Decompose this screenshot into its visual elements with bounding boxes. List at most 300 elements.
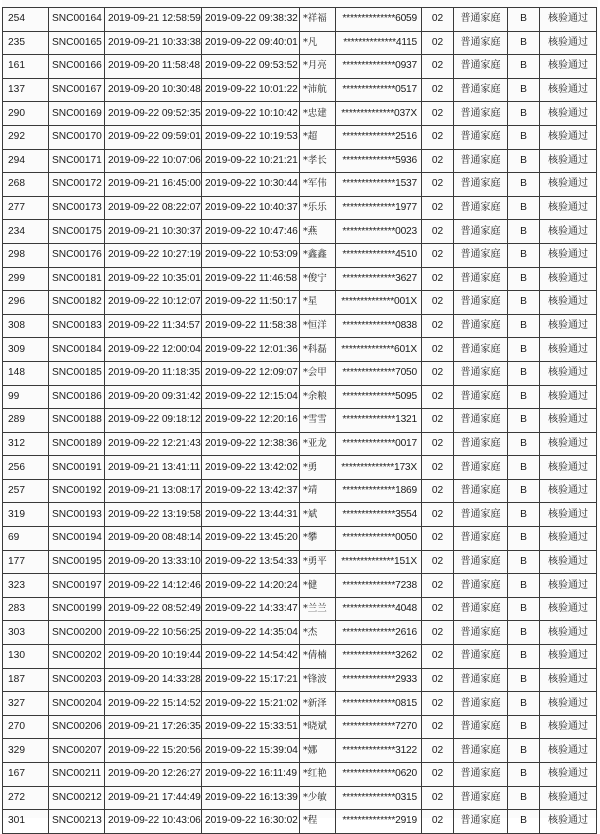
table-row bbox=[3, 645, 597, 669]
cell-submit-time: 2019-09-22 12:21:43 bbox=[105, 432, 202, 456]
cell-review-time: 2019-09-22 10:40:37 bbox=[202, 196, 300, 220]
cell-submit-time: 2019-09-22 14:12:46 bbox=[105, 574, 202, 598]
cell-code: 02 bbox=[422, 314, 454, 338]
cell-id-number: **************3262 bbox=[336, 645, 422, 669]
cell-seq-no: 296 bbox=[3, 291, 49, 315]
cell-household-type: 普通家庭 bbox=[454, 597, 508, 621]
cell-seq-no: 309 bbox=[3, 338, 49, 362]
cell-level: B bbox=[508, 692, 540, 716]
cell-name: *会甲 bbox=[300, 361, 336, 385]
table-row bbox=[3, 668, 597, 692]
table-row bbox=[3, 196, 597, 220]
cell-status: 核验通过 bbox=[540, 645, 597, 669]
table-row bbox=[3, 810, 597, 834]
cell-submit-time: 2019-09-22 10:07:06 bbox=[105, 149, 202, 173]
cell-code: 02 bbox=[422, 8, 454, 32]
cell-snc-code: SNC00170 bbox=[49, 125, 105, 149]
cell-id-number: **************2919 bbox=[336, 810, 422, 834]
cell-code: 02 bbox=[422, 668, 454, 692]
cell-review-time: 2019-09-22 16:13:39 bbox=[202, 786, 300, 810]
cell-review-time: 2019-09-22 16:30:02 bbox=[202, 810, 300, 834]
cell-id-number: **************2933 bbox=[336, 668, 422, 692]
cell-household-type: 普通家庭 bbox=[454, 503, 508, 527]
cell-code: 02 bbox=[422, 550, 454, 574]
cell-code: 02 bbox=[422, 267, 454, 291]
cell-level: B bbox=[508, 243, 540, 267]
cell-snc-code: SNC00199 bbox=[49, 597, 105, 621]
cell-household-type: 普通家庭 bbox=[454, 645, 508, 669]
table-row bbox=[3, 503, 597, 527]
cell-review-time: 2019-09-22 10:47:46 bbox=[202, 220, 300, 244]
cell-submit-time: 2019-09-22 12:00:04 bbox=[105, 338, 202, 362]
cell-submit-time: 2019-09-20 10:19:44 bbox=[105, 645, 202, 669]
cell-status: 核验通过 bbox=[540, 314, 597, 338]
table-row bbox=[3, 527, 597, 551]
cell-snc-code: SNC00213 bbox=[49, 810, 105, 834]
cell-review-time: 2019-09-22 13:42:02 bbox=[202, 456, 300, 480]
cell-seq-no: 272 bbox=[3, 786, 49, 810]
cell-snc-code: SNC00176 bbox=[49, 243, 105, 267]
cell-review-time: 2019-09-22 14:20:24 bbox=[202, 574, 300, 598]
cell-status: 核验通过 bbox=[540, 715, 597, 739]
cell-id-number: **************1321 bbox=[336, 409, 422, 433]
cell-submit-time: 2019-09-22 10:27:19 bbox=[105, 243, 202, 267]
cell-seq-no: 323 bbox=[3, 574, 49, 598]
cell-id-number: **************0050 bbox=[336, 527, 422, 551]
cell-id-number: **************1537 bbox=[336, 173, 422, 197]
cell-review-time: 2019-09-22 09:38:32 bbox=[202, 8, 300, 32]
cell-snc-code: SNC00207 bbox=[49, 739, 105, 763]
cell-submit-time: 2019-09-21 16:45:00 bbox=[105, 173, 202, 197]
cell-snc-code: SNC00173 bbox=[49, 196, 105, 220]
cell-household-type: 普通家庭 bbox=[454, 763, 508, 787]
cell-name: *斌 bbox=[300, 503, 336, 527]
cell-seq-no: 177 bbox=[3, 550, 49, 574]
cell-name: *科磊 bbox=[300, 338, 336, 362]
cell-status: 核验通过 bbox=[540, 574, 597, 598]
cell-household-type: 普通家庭 bbox=[454, 739, 508, 763]
cell-code: 02 bbox=[422, 409, 454, 433]
cell-name: *靖 bbox=[300, 479, 336, 503]
cell-name: *勇平 bbox=[300, 550, 336, 574]
cell-review-time: 2019-09-22 11:50:17 bbox=[202, 291, 300, 315]
cell-snc-code: SNC00184 bbox=[49, 338, 105, 362]
cell-snc-code: SNC00172 bbox=[49, 173, 105, 197]
cell-review-time: 2019-09-22 15:17:21 bbox=[202, 668, 300, 692]
cell-level: B bbox=[508, 503, 540, 527]
cell-household-type: 普通家庭 bbox=[454, 8, 508, 32]
cell-level: B bbox=[508, 291, 540, 315]
cell-household-type: 普通家庭 bbox=[454, 550, 508, 574]
cell-level: B bbox=[508, 763, 540, 787]
cell-level: B bbox=[508, 597, 540, 621]
cell-household-type: 普通家庭 bbox=[454, 125, 508, 149]
table-row bbox=[3, 786, 597, 810]
cell-code: 02 bbox=[422, 173, 454, 197]
cell-snc-code: SNC00166 bbox=[49, 55, 105, 79]
cell-name: *程 bbox=[300, 810, 336, 834]
cell-name: *月亮 bbox=[300, 55, 336, 79]
cell-code: 02 bbox=[422, 739, 454, 763]
cell-household-type: 普通家庭 bbox=[454, 196, 508, 220]
cell-review-time: 2019-09-22 10:10:42 bbox=[202, 102, 300, 126]
cell-id-number: **************5095 bbox=[336, 385, 422, 409]
cell-name: *杰 bbox=[300, 621, 336, 645]
cell-id-number: **************601X bbox=[336, 338, 422, 362]
table-row bbox=[3, 125, 597, 149]
table-row bbox=[3, 149, 597, 173]
cell-id-number: **************0620 bbox=[336, 763, 422, 787]
cell-code: 02 bbox=[422, 220, 454, 244]
cell-household-type: 普通家庭 bbox=[454, 338, 508, 362]
cell-submit-time: 2019-09-22 08:52:49 bbox=[105, 597, 202, 621]
table-row bbox=[3, 550, 597, 574]
cell-seq-no: 319 bbox=[3, 503, 49, 527]
table-row bbox=[3, 715, 597, 739]
cell-seq-no: 161 bbox=[3, 55, 49, 79]
table-row bbox=[3, 78, 597, 102]
cell-review-time: 2019-09-22 12:15:04 bbox=[202, 385, 300, 409]
cell-snc-code: SNC00175 bbox=[49, 220, 105, 244]
cell-review-time: 2019-09-22 12:38:36 bbox=[202, 432, 300, 456]
cell-submit-time: 2019-09-21 13:41:11 bbox=[105, 456, 202, 480]
table-row bbox=[3, 31, 597, 55]
cell-snc-code: SNC00185 bbox=[49, 361, 105, 385]
cell-seq-no: 270 bbox=[3, 715, 49, 739]
cell-seq-no: 130 bbox=[3, 645, 49, 669]
cell-status: 核验通过 bbox=[540, 432, 597, 456]
cell-seq-no: 327 bbox=[3, 692, 49, 716]
cell-snc-code: SNC00182 bbox=[49, 291, 105, 315]
cell-level: B bbox=[508, 8, 540, 32]
cell-household-type: 普通家庭 bbox=[454, 479, 508, 503]
cell-name: *星 bbox=[300, 291, 336, 315]
cell-level: B bbox=[508, 739, 540, 763]
cell-status: 核验通过 bbox=[540, 196, 597, 220]
cell-code: 02 bbox=[422, 645, 454, 669]
cell-submit-time: 2019-09-21 10:33:38 bbox=[105, 31, 202, 55]
cell-seq-no: 99 bbox=[3, 385, 49, 409]
cell-level: B bbox=[508, 55, 540, 79]
cell-id-number: **************037X bbox=[336, 102, 422, 126]
cell-review-time: 2019-09-22 15:21:02 bbox=[202, 692, 300, 716]
cell-review-time: 2019-09-22 13:45:20 bbox=[202, 527, 300, 551]
cell-status: 核验通过 bbox=[540, 503, 597, 527]
cell-id-number: **************0937 bbox=[336, 55, 422, 79]
cell-level: B bbox=[508, 550, 540, 574]
cell-submit-time: 2019-09-20 09:31:42 bbox=[105, 385, 202, 409]
document-page bbox=[2, 0, 598, 827]
cell-name: *雪雪 bbox=[300, 409, 336, 433]
table-row bbox=[3, 55, 597, 79]
cell-id-number: **************1869 bbox=[336, 479, 422, 503]
cell-seq-no: 235 bbox=[3, 31, 49, 55]
cell-review-time: 2019-09-22 11:46:58 bbox=[202, 267, 300, 291]
cell-level: B bbox=[508, 621, 540, 645]
cell-household-type: 普通家庭 bbox=[454, 786, 508, 810]
cell-household-type: 普通家庭 bbox=[454, 692, 508, 716]
cell-submit-time: 2019-09-22 10:56:25 bbox=[105, 621, 202, 645]
cell-status: 核验通过 bbox=[540, 597, 597, 621]
cell-code: 02 bbox=[422, 338, 454, 362]
cell-name: *恒洋 bbox=[300, 314, 336, 338]
cell-submit-time: 2019-09-22 09:52:35 bbox=[105, 102, 202, 126]
cell-level: B bbox=[508, 786, 540, 810]
cell-status: 核验通过 bbox=[540, 810, 597, 834]
cell-household-type: 普通家庭 bbox=[454, 291, 508, 315]
table-row bbox=[3, 621, 597, 645]
cell-snc-code: SNC00191 bbox=[49, 456, 105, 480]
cell-code: 02 bbox=[422, 31, 454, 55]
cell-name: *祥福 bbox=[300, 8, 336, 32]
cell-status: 核验通过 bbox=[540, 668, 597, 692]
table-row bbox=[3, 574, 597, 598]
cell-review-time: 2019-09-22 15:33:51 bbox=[202, 715, 300, 739]
cell-id-number: **************4048 bbox=[336, 597, 422, 621]
cell-code: 02 bbox=[422, 479, 454, 503]
cell-snc-code: SNC00200 bbox=[49, 621, 105, 645]
cell-household-type: 普通家庭 bbox=[454, 31, 508, 55]
cell-status: 核验通过 bbox=[540, 338, 597, 362]
cell-household-type: 普通家庭 bbox=[454, 267, 508, 291]
cell-household-type: 普通家庭 bbox=[454, 314, 508, 338]
cell-level: B bbox=[508, 102, 540, 126]
cell-level: B bbox=[508, 527, 540, 551]
cell-name: *娜 bbox=[300, 739, 336, 763]
cell-name: *军伟 bbox=[300, 173, 336, 197]
cell-snc-code: SNC00211 bbox=[49, 763, 105, 787]
cell-seq-no: 283 bbox=[3, 597, 49, 621]
cell-name: *鑫鑫 bbox=[300, 243, 336, 267]
cell-household-type: 普通家庭 bbox=[454, 715, 508, 739]
cell-review-time: 2019-09-22 14:35:04 bbox=[202, 621, 300, 645]
cell-name: *俊宁 bbox=[300, 267, 336, 291]
cell-household-type: 普通家庭 bbox=[454, 243, 508, 267]
cell-household-type: 普通家庭 bbox=[454, 78, 508, 102]
cell-code: 02 bbox=[422, 385, 454, 409]
cell-name: *攀 bbox=[300, 527, 336, 551]
cell-seq-no: 148 bbox=[3, 361, 49, 385]
cell-id-number: **************6059 bbox=[336, 8, 422, 32]
cell-level: B bbox=[508, 574, 540, 598]
table-row bbox=[3, 102, 597, 126]
cell-submit-time: 2019-09-20 14:33:28 bbox=[105, 668, 202, 692]
cell-code: 02 bbox=[422, 456, 454, 480]
cell-level: B bbox=[508, 314, 540, 338]
cell-status: 核验通过 bbox=[540, 550, 597, 574]
cell-review-time: 2019-09-22 10:19:53 bbox=[202, 125, 300, 149]
cell-level: B bbox=[508, 810, 540, 834]
cell-seq-no: 268 bbox=[3, 173, 49, 197]
cell-level: B bbox=[508, 361, 540, 385]
cell-seq-no: 312 bbox=[3, 432, 49, 456]
cell-name: *健 bbox=[300, 574, 336, 598]
cell-id-number: **************2516 bbox=[336, 125, 422, 149]
cell-status: 核验通过 bbox=[540, 149, 597, 173]
cell-submit-time: 2019-09-22 10:43:06 bbox=[105, 810, 202, 834]
cell-snc-code: SNC00164 bbox=[49, 8, 105, 32]
cell-level: B bbox=[508, 385, 540, 409]
cell-code: 02 bbox=[422, 78, 454, 102]
cell-status: 核验通过 bbox=[540, 78, 597, 102]
cell-status: 核验通过 bbox=[540, 173, 597, 197]
cell-id-number: **************0838 bbox=[336, 314, 422, 338]
cell-id-number: **************173X bbox=[336, 456, 422, 480]
cell-review-time: 2019-09-22 13:42:37 bbox=[202, 479, 300, 503]
cell-status: 核验通过 bbox=[540, 125, 597, 149]
cell-code: 02 bbox=[422, 527, 454, 551]
cell-seq-no: 329 bbox=[3, 739, 49, 763]
cell-code: 02 bbox=[422, 621, 454, 645]
cell-name: *亚龙 bbox=[300, 432, 336, 456]
cell-seq-no: 167 bbox=[3, 763, 49, 787]
table-row bbox=[3, 173, 597, 197]
cell-submit-time: 2019-09-21 17:26:35 bbox=[105, 715, 202, 739]
cell-level: B bbox=[508, 338, 540, 362]
cell-snc-code: SNC00194 bbox=[49, 527, 105, 551]
cell-level: B bbox=[508, 715, 540, 739]
cell-seq-no: 298 bbox=[3, 243, 49, 267]
cell-status: 核验通过 bbox=[540, 692, 597, 716]
cell-status: 核验通过 bbox=[540, 385, 597, 409]
cell-household-type: 普通家庭 bbox=[454, 173, 508, 197]
cell-name: *勇 bbox=[300, 456, 336, 480]
cell-level: B bbox=[508, 456, 540, 480]
table-row bbox=[3, 479, 597, 503]
cell-status: 核验通过 bbox=[540, 361, 597, 385]
table-row bbox=[3, 220, 597, 244]
cell-id-number: **************3554 bbox=[336, 503, 422, 527]
cell-review-time: 2019-09-22 12:20:16 bbox=[202, 409, 300, 433]
cell-seq-no: 303 bbox=[3, 621, 49, 645]
cell-snc-code: SNC00204 bbox=[49, 692, 105, 716]
cell-name: *倩楠 bbox=[300, 645, 336, 669]
cell-seq-no: 292 bbox=[3, 125, 49, 149]
table-row bbox=[3, 456, 597, 480]
table-row bbox=[3, 597, 597, 621]
table-row bbox=[3, 692, 597, 716]
cell-name: *锋波 bbox=[300, 668, 336, 692]
cell-code: 02 bbox=[422, 763, 454, 787]
cell-snc-code: SNC00183 bbox=[49, 314, 105, 338]
cell-name: *少敏 bbox=[300, 786, 336, 810]
table-row bbox=[3, 338, 597, 362]
cell-seq-no: 301 bbox=[3, 810, 49, 834]
cell-household-type: 普通家庭 bbox=[454, 55, 508, 79]
cell-level: B bbox=[508, 173, 540, 197]
cell-status: 核验通过 bbox=[540, 527, 597, 551]
cell-level: B bbox=[508, 78, 540, 102]
cell-submit-time: 2019-09-21 13:08:17 bbox=[105, 479, 202, 503]
cell-code: 02 bbox=[422, 715, 454, 739]
table-row bbox=[3, 291, 597, 315]
cell-code: 02 bbox=[422, 125, 454, 149]
cell-submit-time: 2019-09-20 13:33:10 bbox=[105, 550, 202, 574]
cell-code: 02 bbox=[422, 243, 454, 267]
table-row bbox=[3, 385, 597, 409]
cell-submit-time: 2019-09-22 10:35:01 bbox=[105, 267, 202, 291]
cell-name: *乐乐 bbox=[300, 196, 336, 220]
cell-review-time: 2019-09-22 11:58:38 bbox=[202, 314, 300, 338]
cell-submit-time: 2019-09-22 09:59:01 bbox=[105, 125, 202, 149]
cell-status: 核验通过 bbox=[540, 55, 597, 79]
cell-household-type: 普通家庭 bbox=[454, 149, 508, 173]
cell-id-number: **************7270 bbox=[336, 715, 422, 739]
cell-seq-no: 69 bbox=[3, 527, 49, 551]
cell-code: 02 bbox=[422, 597, 454, 621]
cell-code: 02 bbox=[422, 291, 454, 315]
cell-review-time: 2019-09-22 09:40:01 bbox=[202, 31, 300, 55]
cell-level: B bbox=[508, 645, 540, 669]
cell-level: B bbox=[508, 432, 540, 456]
cell-household-type: 普通家庭 bbox=[454, 621, 508, 645]
cell-review-time: 2019-09-22 14:54:42 bbox=[202, 645, 300, 669]
cell-level: B bbox=[508, 409, 540, 433]
cell-household-type: 普通家庭 bbox=[454, 385, 508, 409]
cell-submit-time: 2019-09-22 11:34:57 bbox=[105, 314, 202, 338]
cell-status: 核验通过 bbox=[540, 243, 597, 267]
table-row bbox=[3, 314, 597, 338]
cell-seq-no: 308 bbox=[3, 314, 49, 338]
cell-seq-no: 256 bbox=[3, 456, 49, 480]
table-body bbox=[3, 8, 597, 834]
cell-code: 02 bbox=[422, 692, 454, 716]
cell-level: B bbox=[508, 31, 540, 55]
table-row bbox=[3, 267, 597, 291]
cell-id-number: **************0315 bbox=[336, 786, 422, 810]
cell-seq-no: 289 bbox=[3, 409, 49, 433]
cell-id-number: **************0023 bbox=[336, 220, 422, 244]
cell-snc-code: SNC00193 bbox=[49, 503, 105, 527]
cell-review-time: 2019-09-22 10:30:44 bbox=[202, 173, 300, 197]
cell-snc-code: SNC00212 bbox=[49, 786, 105, 810]
cell-snc-code: SNC00186 bbox=[49, 385, 105, 409]
cell-id-number: **************3122 bbox=[336, 739, 422, 763]
cell-snc-code: SNC00203 bbox=[49, 668, 105, 692]
cell-id-number: **************0017 bbox=[336, 432, 422, 456]
cell-review-time: 2019-09-22 13:44:31 bbox=[202, 503, 300, 527]
cell-household-type: 普通家庭 bbox=[454, 102, 508, 126]
cell-status: 核验通过 bbox=[540, 456, 597, 480]
cell-submit-time: 2019-09-22 15:20:56 bbox=[105, 739, 202, 763]
table-row bbox=[3, 739, 597, 763]
cell-name: *兰兰 bbox=[300, 597, 336, 621]
cell-status: 核验通过 bbox=[540, 102, 597, 126]
table-row bbox=[3, 409, 597, 433]
cell-code: 02 bbox=[422, 786, 454, 810]
table-row bbox=[3, 763, 597, 787]
cell-snc-code: SNC00167 bbox=[49, 78, 105, 102]
cell-submit-time: 2019-09-22 10:12:07 bbox=[105, 291, 202, 315]
cell-submit-time: 2019-09-20 10:30:48 bbox=[105, 78, 202, 102]
cell-status: 核验通过 bbox=[540, 267, 597, 291]
cell-seq-no: 137 bbox=[3, 78, 49, 102]
cell-id-number: **************0815 bbox=[336, 692, 422, 716]
table-row bbox=[3, 432, 597, 456]
cell-submit-time: 2019-09-21 12:58:59 bbox=[105, 8, 202, 32]
cell-level: B bbox=[508, 125, 540, 149]
cell-seq-no: 257 bbox=[3, 479, 49, 503]
cell-seq-no: 299 bbox=[3, 267, 49, 291]
cell-id-number: **************4510 bbox=[336, 243, 422, 267]
cell-level: B bbox=[508, 267, 540, 291]
cell-name: *新泽 bbox=[300, 692, 336, 716]
cell-status: 核验通过 bbox=[540, 763, 597, 787]
cell-name: *余粮 bbox=[300, 385, 336, 409]
cell-household-type: 普通家庭 bbox=[454, 220, 508, 244]
cell-snc-code: SNC00197 bbox=[49, 574, 105, 598]
cell-seq-no: 187 bbox=[3, 668, 49, 692]
